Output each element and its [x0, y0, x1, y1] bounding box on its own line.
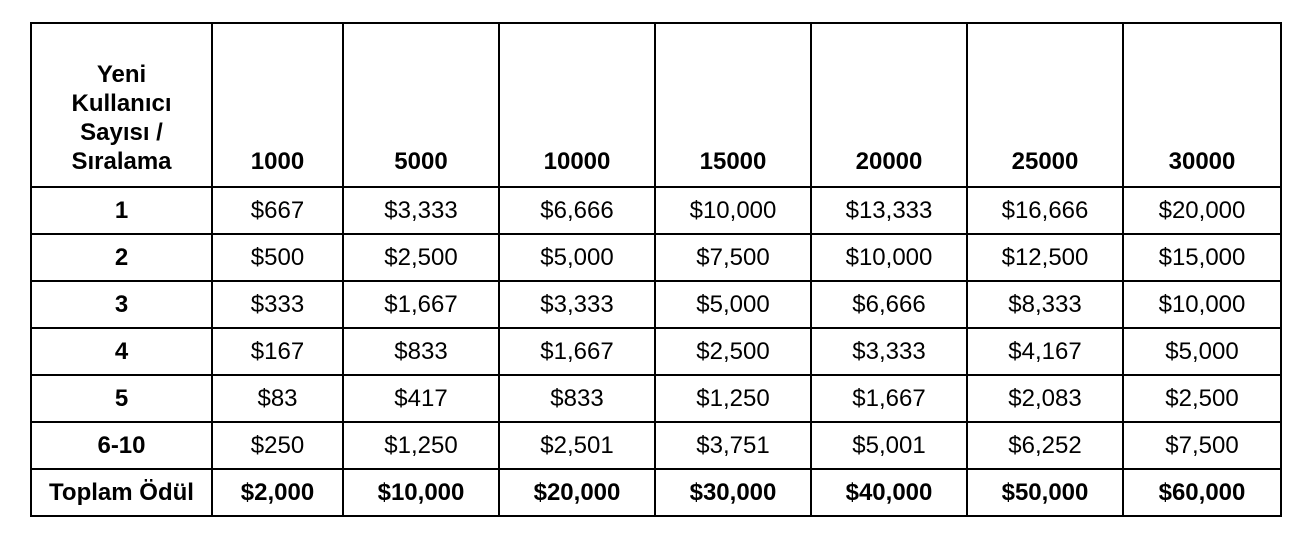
prize-cell: $10,000: [811, 234, 967, 281]
column-header: 20000: [811, 23, 967, 187]
corner-header-line: Sıralama: [71, 148, 172, 175]
prize-cell: $167: [212, 328, 343, 375]
prize-cell: $1,250: [655, 375, 811, 422]
prize-cell: $3,333: [499, 281, 655, 328]
prize-cell: $6,252: [967, 422, 1123, 469]
rank-cell: 1: [31, 187, 212, 234]
reward-table: [30, 22, 1282, 517]
rank-cell: 5: [31, 375, 212, 422]
prize-cell: $1,667: [343, 281, 499, 328]
corner-header: [31, 23, 212, 187]
total-cell: $40,000: [811, 469, 967, 516]
prize-cell: $1,667: [499, 328, 655, 375]
prize-cell: $20,000: [1123, 187, 1281, 234]
corner-header-line: Yeni: [96, 61, 147, 88]
prize-cell: $2,083: [967, 375, 1123, 422]
column-header: 1000: [212, 23, 343, 187]
table-row: [31, 375, 1281, 422]
prize-cell: $833: [343, 328, 499, 375]
header-row: [31, 23, 1281, 187]
prize-cell: $10,000: [1123, 281, 1281, 328]
total-cell: $10,000: [343, 469, 499, 516]
prize-cell: $333: [212, 281, 343, 328]
column-header: 25000: [967, 23, 1123, 187]
total-label: Toplam Ödül: [31, 469, 212, 516]
prize-cell: $2,500: [1123, 375, 1281, 422]
prize-cell: $833: [499, 375, 655, 422]
total-cell: $50,000: [967, 469, 1123, 516]
prize-cell: $667: [212, 187, 343, 234]
rank-cell: 2: [31, 234, 212, 281]
total-cell: $20,000: [499, 469, 655, 516]
prize-cell: $15,000: [1123, 234, 1281, 281]
table-row: [31, 422, 1281, 469]
table-row: [31, 328, 1281, 375]
prize-cell: $10,000: [655, 187, 811, 234]
prize-cell: $8,333: [967, 281, 1123, 328]
prize-cell: $16,666: [967, 187, 1123, 234]
prize-cell: $3,333: [811, 328, 967, 375]
prize-cell: $1,667: [811, 375, 967, 422]
prize-cell: $2,501: [499, 422, 655, 469]
total-cell: $60,000: [1123, 469, 1281, 516]
prize-cell: $417: [343, 375, 499, 422]
column-header: 15000: [655, 23, 811, 187]
column-header: 10000: [499, 23, 655, 187]
prize-cell: $2,500: [343, 234, 499, 281]
prize-cell: $3,751: [655, 422, 811, 469]
prize-cell: $7,500: [655, 234, 811, 281]
table-row: [31, 234, 1281, 281]
prize-cell: $4,167: [967, 328, 1123, 375]
table-row: [31, 281, 1281, 328]
rank-cell: 6-10: [31, 422, 212, 469]
rank-cell: 4: [31, 328, 212, 375]
prize-cell: $1,250: [343, 422, 499, 469]
corner-header-line: Sayısı /: [80, 119, 163, 146]
total-row: [31, 469, 1281, 516]
prize-cell: $5,000: [655, 281, 811, 328]
prize-cell: $5,000: [1123, 328, 1281, 375]
column-header: 5000: [343, 23, 499, 187]
prize-cell: $6,666: [811, 281, 967, 328]
prize-cell: $5,001: [811, 422, 967, 469]
rank-cell: 3: [31, 281, 212, 328]
prize-cell: $6,666: [499, 187, 655, 234]
prize-cell: $83: [212, 375, 343, 422]
prize-cell: $250: [212, 422, 343, 469]
prize-cell: $500: [212, 234, 343, 281]
prize-cell: $7,500: [1123, 422, 1281, 469]
prize-cell: $3,333: [343, 187, 499, 234]
table-row: [31, 187, 1281, 234]
prize-cell: $12,500: [967, 234, 1123, 281]
prize-cell: $5,000: [499, 234, 655, 281]
prize-cell: $13,333: [811, 187, 967, 234]
total-cell: $2,000: [212, 469, 343, 516]
total-cell: $30,000: [655, 469, 811, 516]
corner-header-line: Kullanıcı: [71, 90, 172, 117]
prize-cell: $2,500: [655, 328, 811, 375]
column-header: 30000: [1123, 23, 1281, 187]
